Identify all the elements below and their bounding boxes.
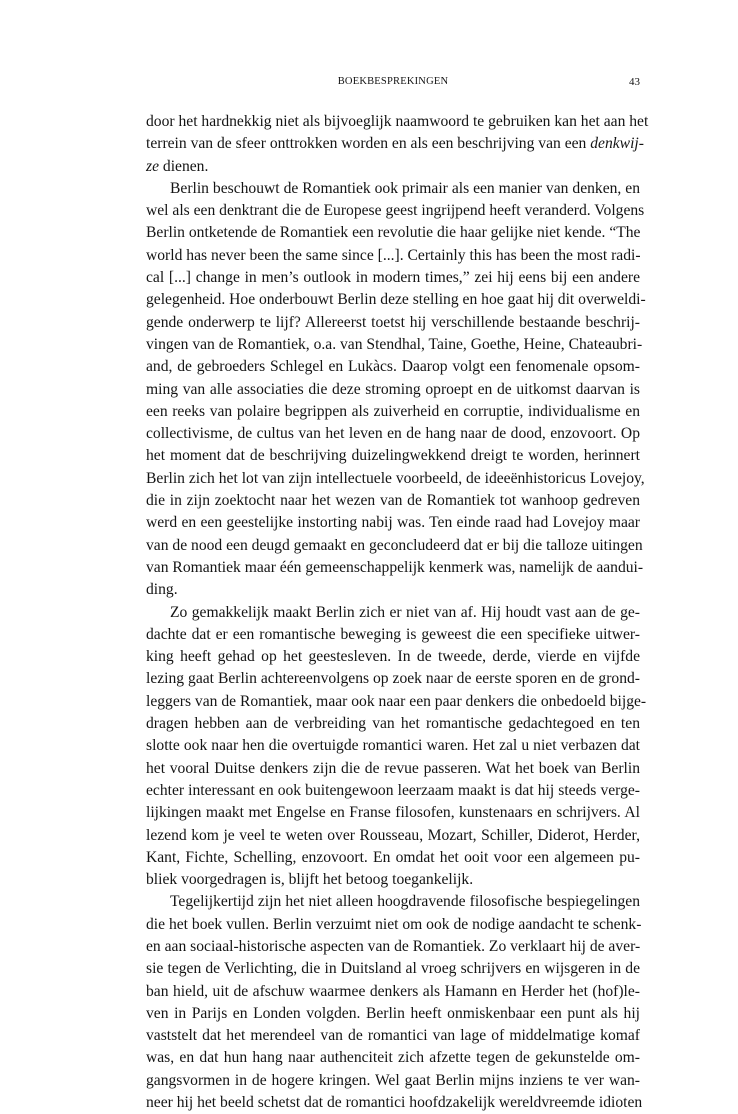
text-line: wel als een denktrant die de Europese geest ingrijpend heeft veranderd. Volgens bbox=[146, 202, 645, 220]
text-line: Zo gemakkelijk maakt Berlin zich er niet van af. Hij houdt vast aan de ge- bbox=[170, 603, 640, 621]
text-line: ming van alle associaties die deze stroming oproept en de uitkomst daarvan is bbox=[146, 380, 640, 398]
text-line: dachte dat er een romantische beweging is geweest die een specifieke uitwer- bbox=[146, 625, 640, 643]
page-header bbox=[146, 76, 640, 94]
text-line: gelegenheid. Hoe onderbouwt Berlin deze stelling en hoe gaat hij dit overweldi- bbox=[146, 291, 646, 309]
text-line: het moment dat de beschrijving duizelingwekkend dreigt te worden, herinnert bbox=[146, 447, 640, 465]
text-line: Berlin zich het lot van zijn intellectuele voorbeeld, de ideeënhistoricus Lovejoy, bbox=[146, 469, 645, 487]
text-line: echter interessant en ook buitengewoon leerzaam maakt is dat hij steeds verge- bbox=[146, 781, 640, 799]
page-number: 43 bbox=[629, 76, 640, 88]
text-line: neer hij het beeld schetst dat de romantici hoofdzakelijk wereldvreemde idioten bbox=[146, 1094, 643, 1112]
text-line: king heeft gehad op het geestesleven. In de tweede, derde, vierde en vijfde bbox=[146, 648, 640, 666]
text-line: ding. bbox=[146, 581, 178, 599]
text-line: Kant, Fichte, Schelling, enzovoort. En omdat het ooit voor een algemeen pu- bbox=[146, 848, 640, 866]
text-line: vingen van de Romantiek, o.a. van Stendhal, Taine, Goethe, Heine, Chateaubri- bbox=[146, 335, 643, 353]
text-line: terrein van de sfeer onttrokken worden en als een beschrijving van een denkwij- bbox=[146, 135, 644, 153]
text-line: werd en een geestelijke instorting nabij was. Ten einde raad had Lovejoy maar bbox=[146, 514, 640, 532]
text-line: ven in Parijs en Londen volgden. Berlin heeft onmiskenbaar een punt als hij bbox=[146, 1004, 640, 1022]
text-line: slotte ook naar hen die overtuigde romantici waren. Het zal u niet verbazen dat bbox=[146, 737, 640, 755]
text-line: Berlin ontketende de Romantiek een revolutie die haar gelijke niet kende. “The bbox=[146, 224, 641, 242]
body-text bbox=[146, 111, 649, 1114]
text-line: lezing gaat Berlin achtereenvolgens op zoek naar de eerste sporen en de grond- bbox=[146, 670, 640, 688]
text-line: en aan sociaal-historische aspecten van de Romantiek. Zo verklaart hij de aver- bbox=[146, 937, 641, 955]
text-line: van de nood een deugd gemaakt en geconcludeerd dat er bij die talloze uitingen bbox=[146, 536, 643, 554]
text-line: sie tegen de Verlichting, die in Duitsland al vroeg schrijvers en wijsgeren in de bbox=[146, 960, 640, 978]
text-line: lezend kom je veel te weten over Rousseau, Mozart, Schiller, Diderot, Herder, bbox=[146, 826, 640, 844]
text-line: bliek voorgedragen is, blijft het betoog toegankelijk. bbox=[146, 871, 474, 889]
text-line: leggers van de Romantiek, maar ook naar een paar denkers die onbedoeld bijge- bbox=[146, 692, 647, 710]
text-line: lijkingen maakt met Engelse en Franse filosofen, kunstenaars en schrijvers. Al bbox=[146, 804, 640, 822]
text-line: gangsvormen in de hogere kringen. Wel gaat Berlin mijns inziens te ver wan- bbox=[146, 1071, 640, 1089]
text-line: world has never been the same since [...]. Certainly this has been the most radi- bbox=[146, 246, 641, 264]
text-line: cal [...] change in men’s outlook in modern times,” zei hij eens bij een andere bbox=[146, 269, 640, 287]
text-line: Berlin beschouwt de Romantiek ook primair als een manier van denken, en bbox=[170, 179, 640, 197]
text-line: een reeks van polaire begrippen als zuiverheid en corruptie, individualisme en bbox=[146, 402, 640, 420]
text-line: was, en dat hun hang naar authenciteit zich afzette tegen de gekunstelde om- bbox=[146, 1049, 640, 1067]
text-line: collectivisme, de cultus van het leven en de hang naar de dood, enzovoort. Op bbox=[146, 425, 640, 443]
text-line: die het boek vullen. Berlin verzuimt niet om ook de nodige aandacht te schenk- bbox=[146, 915, 642, 933]
text-line: Tegelijkertijd zijn het niet alleen hoogdravende filosofische bespiegelingen bbox=[170, 893, 640, 911]
text-line: die in zijn zoektocht naar het wezen van de Romantiek tot wanhoop gedreven bbox=[146, 492, 640, 510]
text-line: gende onderwerp te lijf? Allereerst toetst hij verschillende bestaande beschrij- bbox=[146, 313, 640, 331]
text-line: door het hardnekkig niet als bijvoeglijk naamwoord te gebruiken kan het aan het bbox=[146, 113, 649, 130]
text-line: ban hield, uit de afschuw waarmee denkers als Hamann en Herder het (hof)le- bbox=[146, 982, 640, 1000]
text-line: vaststelt dat het merendeel van de romantici van lage of middelmatige komaf bbox=[146, 1027, 640, 1045]
text-line: het vooral Duitse denkers zijn die de revue passeren. Wat het boek van Berlin bbox=[146, 759, 640, 777]
text-line: and, de gebroeders Schlegel en Lukàcs. Daarop volgt een fenomenale opsom- bbox=[146, 358, 640, 376]
running-title: BOEKBESPREKINGEN bbox=[337, 76, 449, 87]
text-line: ze dienen. bbox=[146, 157, 209, 175]
text-line: van Romantiek maar één gemeenschappelijk kenmerk was, namelijk de aandui- bbox=[146, 558, 644, 576]
text-line: dragen hebben aan de verbreiding van het romantische gedachtegoed en ten bbox=[146, 715, 640, 733]
